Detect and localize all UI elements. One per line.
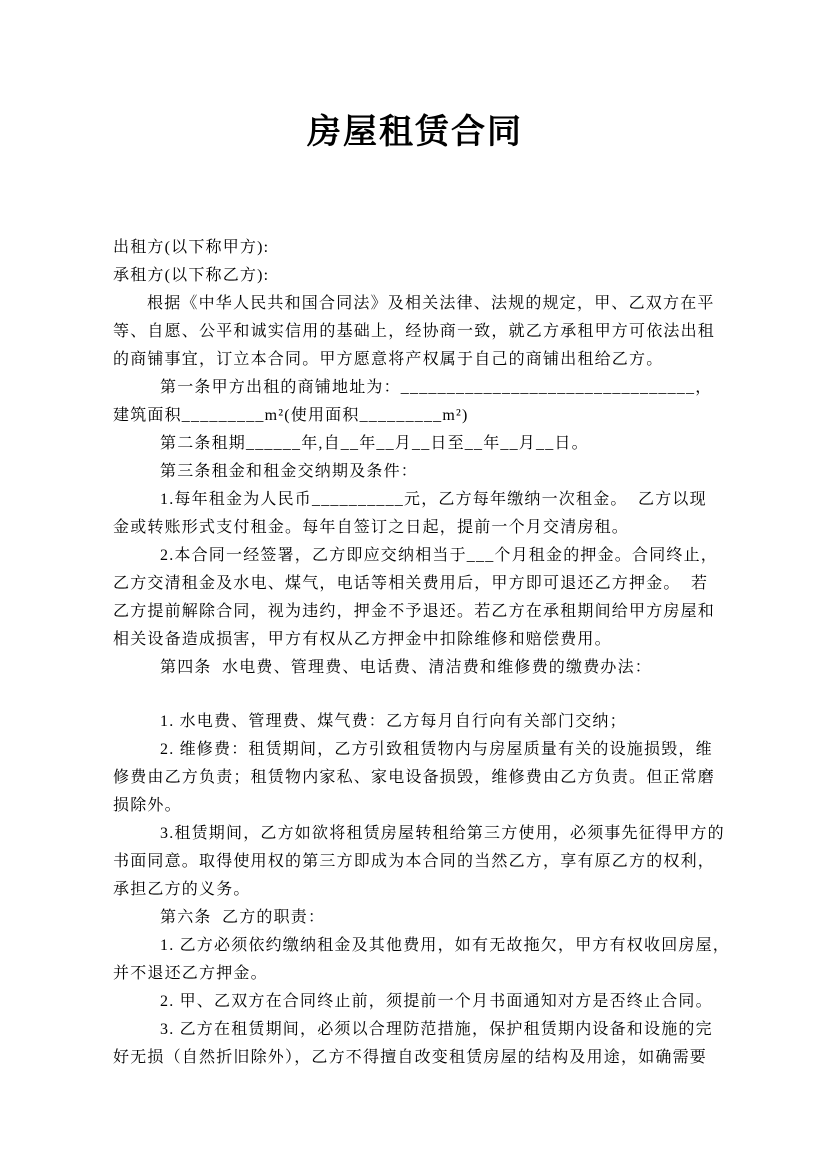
article-4-item-line: 2. 维修费：租赁期间，乙方引致租赁物内与房屋质量有关的设施损毁，维 [160, 741, 713, 758]
article-4-item-line: 1. 水电费、管理费、煤气费：乙方每月自行向有关部门交纳； [160, 713, 627, 730]
document-title: 房屋租赁合同 [307, 114, 523, 151]
article-6-heading: 第六条 乙方的职责： [160, 909, 326, 926]
contract-body [113, 234, 731, 1072]
article-6-item-line: 1. 乙方必须依约缴纳租金及其他费用，如有无故拖欠，甲方有权收回房屋， [160, 937, 731, 954]
lessor-line: 出租方(以下称甲方): [113, 239, 270, 256]
article-3-item-line: 乙方交清租金及水电、煤气，电话等相关费用后，甲方即可退还乙方押金。 若 [113, 575, 709, 592]
article-4-item-line: 修费由乙方负责；租赁物内家私、家电设备损毁，维修费由乙方负责。但正常磨 [113, 769, 716, 786]
preamble-line: 的商铺事宜，订立本合同。甲方愿意将产权属于自己的商铺出租给乙方。 [113, 351, 664, 368]
article-3-item-line: 相关设备造成损害，甲方有权从乙方押金中扣除维修和赔偿费用。 [113, 631, 612, 648]
article-1-line: 第一条甲方出租的商铺地址为：________________________________， [160, 379, 713, 396]
article-6-item-line: 好无损（自然折旧除外），乙方不得擅自改变租赁房屋的结构及用途，如确需要 [113, 1049, 708, 1066]
preamble-line: 等、自愿、公平和诚实信用的基础上，经协商一致，就乙方承租甲方可依法出租 [113, 323, 716, 340]
article-3-heading: 第三条租金和租金交纳期及条件： [160, 463, 419, 480]
article-3-item-line: 2.本合同一经签署，乙方即应交纳相当于___个月租金的押金。合同终止， [160, 547, 719, 564]
article-4-item-line: 3.租赁期间，乙方如欲将租赁房屋转租给第三方使用，必须事先征得甲方的 [160, 825, 725, 842]
lessee-line: 承租方(以下称乙方): [113, 267, 270, 284]
preamble-line: 根据《中华人民共和国合同法》及相关法律、法规的规定，甲、乙双方在平 [147, 295, 715, 312]
article-3-item-line: 乙方提前解除合同，视为违约，押金不予退还。若乙方在承租期间给甲方房屋和 [113, 603, 716, 620]
article-4-item-line: 损除外。 [113, 797, 182, 814]
article-3-item-line: 1.每年租金为人民币__________元，乙方每年缴纳一次租金。 乙方以现 [160, 491, 707, 508]
article-4-item-line: 书面同意。取得使用权的第三方即成为本合同的当然乙方，享有原乙方的权利， [113, 853, 716, 870]
article-6-item-line: 3. 乙方在租赁期间，必须以合理防范措施，保护租赁期内设备和设施的完 [160, 1021, 713, 1038]
article-2-line: 第二条租期______年,自__年__月__日至__年__月__日。 [160, 435, 589, 452]
article-4-heading: 第四条 水电费、管理费、电话费、清洁费和维修费的缴费办法： [160, 659, 653, 676]
blank-line [113, 682, 723, 708]
article-4-item-line: 承担乙方的义务。 [113, 881, 251, 898]
article-6-item-line: 并不退还乙方押金。 [113, 965, 268, 982]
article-1-line: 建筑面积_________m²(使用面积_________m²) [113, 407, 469, 424]
article-3-item-line: 金或转账形式支付租金。每年自签订之日起，提前一个月交清房租。 [113, 519, 630, 536]
article-6-item-line: 2. 甲、乙双方在合同终止前，须提前一个月书面通知对方是否终止合同。 [160, 993, 713, 1010]
